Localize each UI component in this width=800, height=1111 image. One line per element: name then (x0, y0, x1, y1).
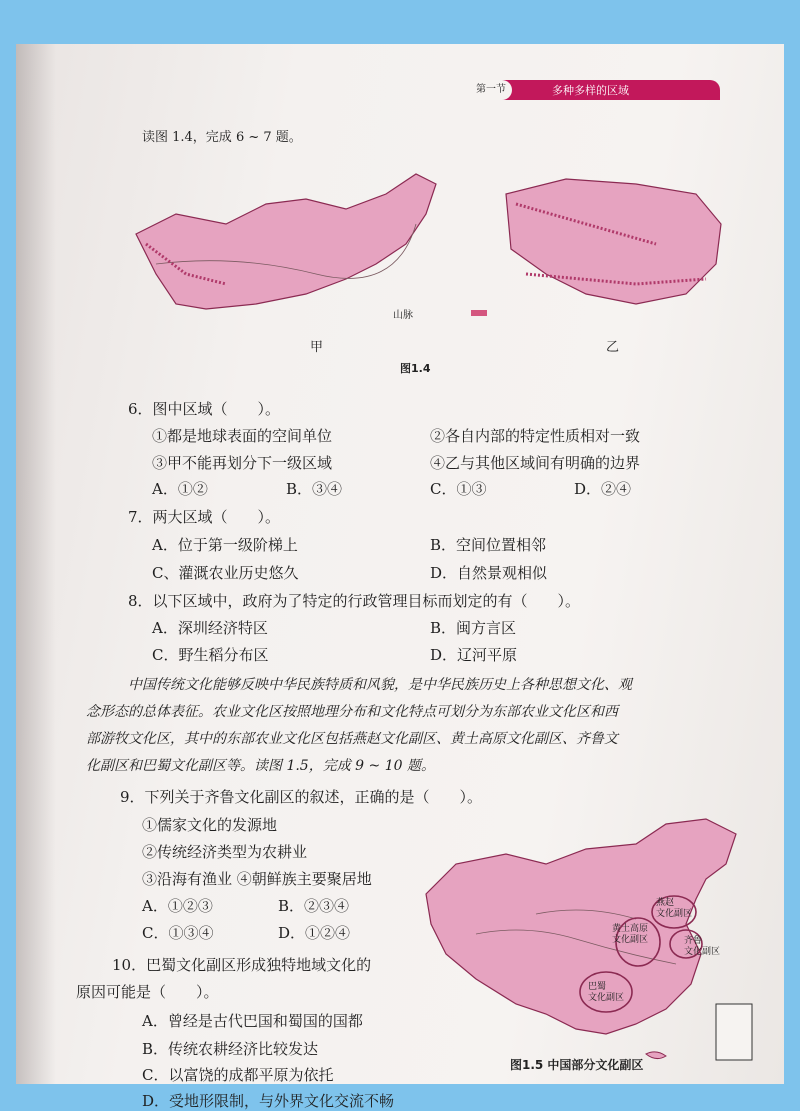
section-title: 多种多样的区域 (552, 84, 629, 97)
south-china-sea-inset (716, 1004, 752, 1060)
figure-1-5-caption: 图1.5 中国部分文化副区 (510, 1058, 644, 1072)
label-bashu: 巴蜀 文化副区 (588, 982, 625, 1003)
label-huangtu: 黄土高原 文化副区 (612, 924, 649, 945)
legend-swatch (471, 310, 487, 316)
q6-option-d[interactable]: D．②④ (574, 480, 632, 498)
q6-stem: 6．图中区域（ ）。 (128, 400, 281, 418)
q6-statement: ③甲不能再划分下一级区域 (152, 454, 333, 472)
q10-option-d[interactable]: D．受地形限制，与外界文化交流不畅 (142, 1092, 395, 1110)
q7-stem: 7．两大区域（ ）。 (128, 508, 281, 526)
chapter-header (470, 80, 720, 100)
q7-option-a[interactable]: A．位于第一级阶梯上 (152, 536, 298, 554)
passage-line: 化副区和巴蜀文化副区等。读图 1.5，完成 9 ~ 10 题。 (86, 758, 435, 774)
q6-statement: ④乙与其他区域间有明确的边界 (430, 454, 641, 472)
figure-1-5-map (416, 804, 756, 1064)
q7-option-b[interactable]: B．空间位置相邻 (430, 536, 547, 554)
q9-statement: ①儒家文化的发源地 (142, 816, 278, 834)
map-label-yi: 乙 (606, 340, 620, 355)
q9-statement: ③沿海有渔业 ④朝鲜族主要聚居地 (142, 870, 372, 888)
q9-option-b[interactable]: B．②③④ (278, 897, 350, 915)
label-qilu: 齐鲁 文化副区 (684, 936, 721, 957)
q10-stem: 10．巴蜀文化副区形成独特地域文化的 (112, 956, 372, 974)
q8-stem: 8．以下区域中，政府为了特定的行政管理目标而划定的有（ ）。 (128, 592, 581, 610)
q10-stem: 原因可能是（ ）。 (76, 983, 219, 1001)
q9-stem: 9．下列关于齐鲁文化副区的叙述，正确的是（ ）。 (120, 788, 483, 806)
q7-option-c[interactable]: C、灌溉农业历史悠久 (152, 564, 299, 582)
china-outline (426, 819, 736, 1034)
region-jia-shape (136, 174, 436, 309)
textbook-page (16, 44, 784, 1110)
q10-option-c[interactable]: C．以富饶的成都平原为依托 (142, 1066, 334, 1084)
q9-option-c[interactable]: C．①③④ (142, 924, 214, 942)
passage-line: 念形态的总体表征。农业文化区按照地理分布和文化特点可划分为东部农业文化区和西 (86, 704, 618, 720)
q9-option-a[interactable]: A．①②③ (142, 897, 213, 915)
passage-line: 中国传统文化能够反映中华民族特质和风貌，是中华民族历史上各种思想文化、观 (128, 677, 632, 693)
q9-option-d[interactable]: D．①②④ (278, 924, 351, 942)
region-yi-shape (506, 179, 721, 304)
q10-option-b[interactable]: B．传统农耕经济比较发达 (142, 1040, 319, 1058)
figure-1-4-maps (116, 154, 736, 354)
q9-statement: ②传统经济类型为农耕业 (142, 843, 308, 861)
section-label: 第一节 (470, 80, 512, 100)
map-label-jia: 甲 (310, 340, 324, 355)
q8-option-d[interactable]: D．辽河平原 (430, 646, 518, 664)
intro-figure-1-4: 读图 1.4，完成 6 ~ 7 题。 (142, 130, 302, 145)
q8-option-a[interactable]: A．深圳经济特区 (152, 619, 268, 637)
figure-1-4-caption: 图1.4 (400, 362, 431, 375)
q6-statement: ②各自内部的特定性质相对一致 (430, 427, 641, 445)
q6-option-c[interactable]: C．①③ (430, 480, 487, 498)
passage-line: 部游牧文化区，其中的东部农业文化区包括燕赵文化副区、黄土高原文化副区、齐鲁文 (86, 731, 618, 747)
q6-statement: ①都是地球表面的空间单位 (152, 427, 333, 445)
page-fold-shadow (16, 44, 56, 1084)
hainan-island (646, 1052, 666, 1059)
q8-option-b[interactable]: B．闽方言区 (430, 619, 517, 637)
legend-mountain: 山脉 (393, 310, 413, 321)
q7-option-d[interactable]: D．自然景观相似 (430, 564, 548, 582)
q6-option-b[interactable]: B．③④ (286, 480, 343, 498)
q8-option-c[interactable]: C．野生稻分布区 (152, 646, 269, 664)
q6-option-a[interactable]: A．①② (152, 480, 208, 498)
label-yanzhao: 燕赵 文化副区 (656, 898, 693, 919)
q10-option-a[interactable]: A．曾经是古代巴国和蜀国的国都 (142, 1012, 363, 1030)
